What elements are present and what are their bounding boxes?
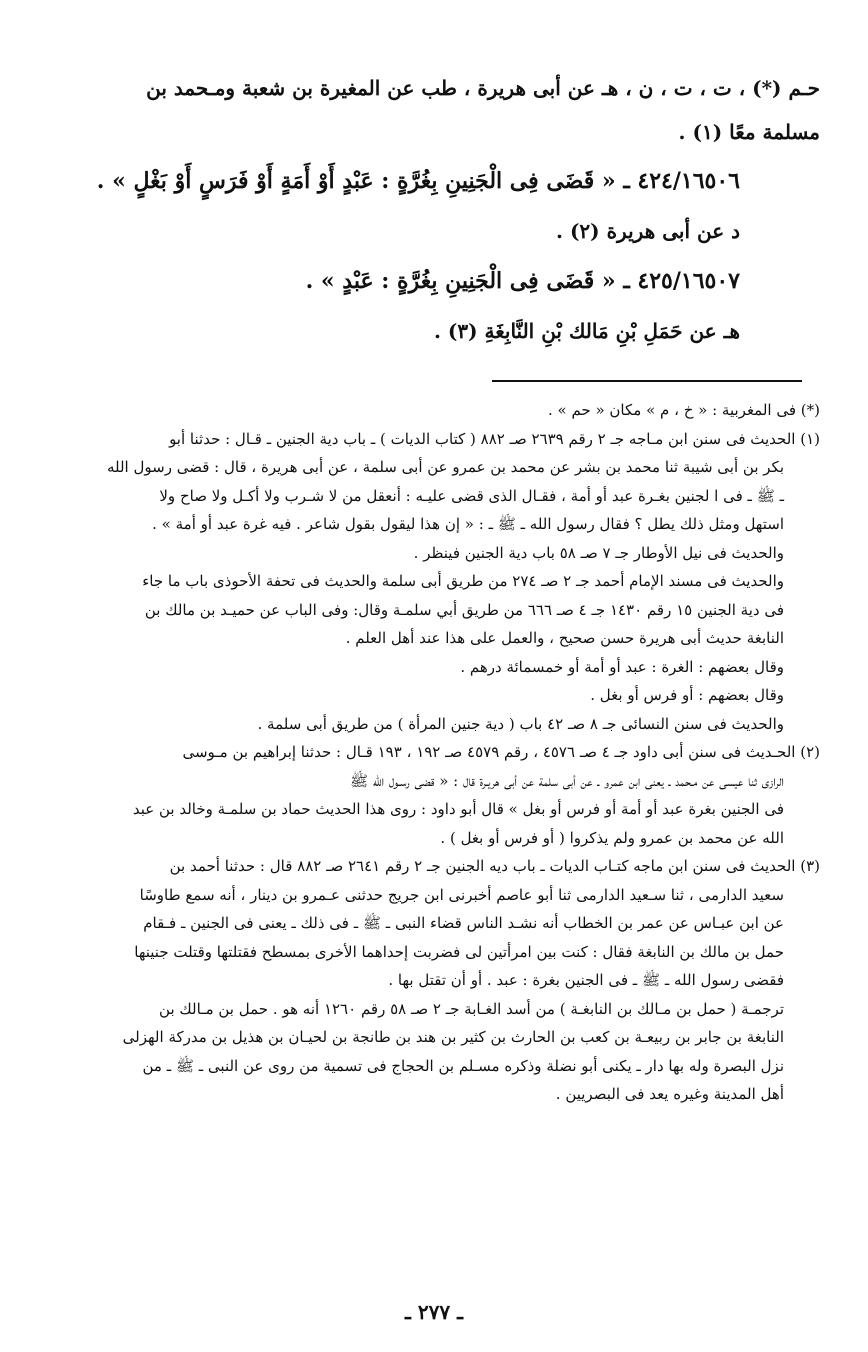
footnote-line: والحديث فى سنن النسائى جـ ٨ صـ ٤٢ باب ( دية جنين المرأة ) من طريق أبى سلمة . <box>257 714 784 733</box>
footnote-line: النابغة حديث أبى هريرة حسن صحيح ، والعمل على هذا عند أهل العلم . <box>345 629 784 647</box>
footnote-line: وقال بعضهم : الغرة : عبد أو أمة أو خمسمائة درهم . <box>460 657 784 676</box>
hadith-entry: ٤٢٤/١٦٥٠٦ ـ « قَضَى فِى الْجَنِينِ بِغُرَّةٍ : عَبْدٍ أَوْ أَمَةٍ أَوْ فَرَسٍ أَوْ بَغْلٍ » . <box>96 168 740 194</box>
hadith-source: هـ عن حَمَلِ بْنِ مَالك بْنِ النَّابِغَةِ (٣) . <box>433 319 740 343</box>
footnotes <box>38 396 820 1109</box>
footnote-line: فى الجنين بغرة عبد أو أمة أو فرس أو بغل » قال أبو داود : روى هذا الحديث حماد بن سلمـة وخالد بن عبد <box>132 800 784 818</box>
footnote-line: الرازى ثنا عيسى عن مـحمد ـ يعنى ابن عمرو ـ عن أبى سلمة عن أبى هريـرة قال : « قضى رسـول الله ﷺ <box>349 771 784 790</box>
footnote-line: أهل المدينة وغيره يعد فى البصريين . <box>555 1085 784 1103</box>
footnote-line: بكر بن أبى شيبة ثنا محمد بن بشر عن محمد بن عمرو عن أبى سلمة ، عن أبى هريرة ، قال : قضى رسول الله <box>106 458 784 476</box>
text-line: مسلمة معًا (١) . <box>678 120 820 144</box>
footnote-line: النابغة بن جابر بن ربيعـة بن كعب بن الحارث بن كثير بن هند بن طانجة بن لحيـان بن هذيل بن مدركة الهزلى <box>122 1028 784 1046</box>
footnote-line: (١) الحديث فى سنن ابن مـاجه جـ ٢ رقم ٢٦٣٩ صـ ٨٨٢ ( كتاب الديات ) ـ باب دية الجنين ـ قـال : حدثنا أبو <box>169 429 820 448</box>
footnote-line: حمل بن مالك بن النابغة فقال : كنت بين امرأتين لى فضربت إحداهما الأخرى بمسطح فقتلتها وقتلت جنينها <box>134 942 784 961</box>
footnote-line: نزل البصرة وله بها دار ـ يكنى أبو نضلة وذكره مسـلم بن الحجاج فى تسمية من روى عن النبى ـ ﷺ ـ من <box>142 1056 784 1075</box>
footnote-line: استهل ومثل ذلك يطل ؟ فقال رسول الله ـ ﷺ ـ : « إن هذا ليقول بقول شاعر . فيه غرة عبد أو أمة » . <box>152 515 784 533</box>
footnote-line: (*) فى المغربية : « خ ، م » مكان « حم » . <box>547 401 820 419</box>
footnote-line: ترجمـة ( حمل بن مـالك بن النابغـة ) من أسد الغـابة جـ ٢ صـ ٥٨ رقم ١٢٦٠ أنه هو . حمل بن مـالك بن <box>159 999 784 1018</box>
footnote-line: فقضى رسول الله ـ ﷺ ـ فى الجنين بغرة : عبد . أو أن تقتل بها . <box>388 971 784 989</box>
footnote-separator <box>492 380 802 382</box>
footnote-line: ـ ﷺ ـ فى ا لجنين بغـرة عبد أو أمة ، فقـال الذى قضى عليـه : أنعقل من لا شـرب ولا أكـل ولا صاح ولا <box>159 486 784 505</box>
footnote-line: الله عن محمد بن عمرو ولم يذكروا ( أو فرس أو بغل ) . <box>440 828 784 847</box>
text-line: حـم (*) ، ت ، ت ، ن ، هـ عن أبى هريرة ، طب عن المغيرة بن شعبة ومـحمد بن <box>146 76 820 100</box>
hadith-entry: ٤٢٥/١٦٥٠٧ ـ « قَضَى فِى الْجَنِينِ بِغُرَّةٍ : عَبْدٍ » . <box>305 268 740 294</box>
main-text <box>40 66 820 354</box>
footnote-line: سعيد الدارمى ، ثنا سـعيد الدارمى ثنا أبو عاصم أخبرنى ابن جريج حدثنى عـمرو بن دينار ، أنه سمع طاوسًا <box>139 885 784 904</box>
footnote-line: (٣) الحديث فى سنن ابن ماجه كتـاب الديات ـ باب ديه الجنين جـ ٢ رقم ٢٦٤١ صـ ٨٨٢ قال : حدثنا أحمد بن <box>169 857 820 875</box>
footnote-line: فى دية الجنين ١٥ رقم ١٤٣٠ جـ ٤ صـ ٦٦٦ من طريق أبي سلمـة وقال: وفى الباب عن حميـد بن مالك بن <box>144 600 784 619</box>
footnote-line: والحديث فى نيل الأوطار جـ ٧ صـ ٥٨ باب دية الجنين فينظر . <box>413 543 784 562</box>
footnote-line: (٢) الحـديث فى سنن أبى داود جـ ٤ صـ ٤٥٧٦ ، رقم ٤٥٧٩ صـ ١٩٢ ، ١٩٣ قـال : حدثنا إبراهيم بن مـوسى <box>182 743 820 761</box>
page-number: ـ ٢٧٧ ـ <box>405 1300 463 1324</box>
hadith-source: د عن أبى هريرة (٢) . <box>556 219 740 243</box>
footnote-line: والحديث فى مسند الإمام أحمد جـ ٢ صـ ٢٧٤ من طريق أبى سلمة والحديث فى تحفة الأحوذى باب ما جاء <box>142 572 784 590</box>
footnote-line: وقال بعضهم : أو فرس أو بغل . <box>590 686 784 704</box>
footnote-line: عن ابن عبـاس عن عمر بن الخطاب أنه نشـد الناس قضاء النبى ـ ﷺ ـ فى ذلك ـ يعنى فى الجنين ـ فـقام <box>143 914 784 932</box>
